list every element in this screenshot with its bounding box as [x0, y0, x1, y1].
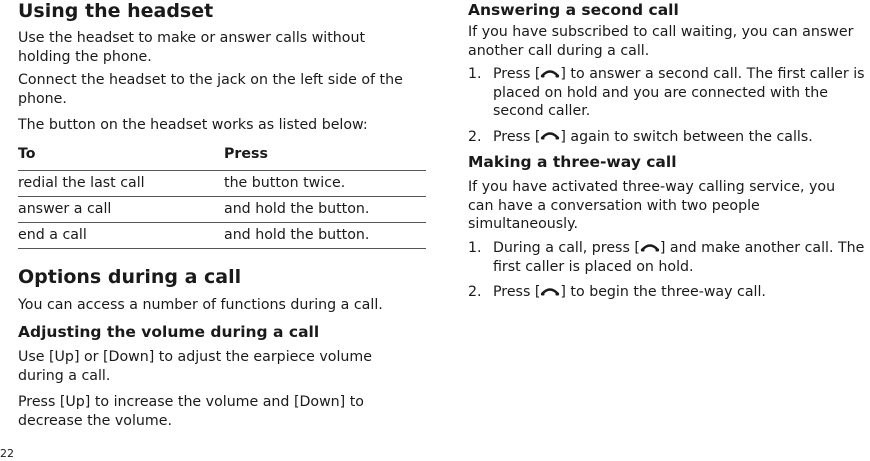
volume-title: Adjusting the volume during a call — [18, 323, 320, 341]
headset-title: Using the headset — [18, 0, 214, 22]
phone-call-key-icon — [540, 68, 560, 79]
headset-paragraph-1: Use the headset to make or answer calls without holding the phone. — [18, 30, 366, 65]
options-title: Options during a call — [18, 266, 242, 288]
table-cell-to: redial the last call — [18, 171, 224, 197]
threeway-steps — [468, 239, 870, 302]
table-cell-press: and hold the button. — [224, 223, 426, 249]
step-number: 2. — [468, 284, 482, 300]
headset-paragraph-2: Connect the headset to the jack on the left side of the phone. — [18, 72, 403, 107]
step-text-before: During a call, press [ — [493, 240, 640, 256]
list-item — [468, 283, 870, 302]
answering-paragraph: If you have subscribed to call waiting, you can answer another call during a call. — [468, 24, 854, 59]
phone-call-key-icon — [540, 130, 560, 141]
phone-call-key-icon — [540, 286, 560, 297]
volume-paragraph-2: Press [Up] to increase the volume and [Down] to decrease the volume. — [18, 394, 364, 429]
answering-title: Answering a second call — [468, 1, 679, 19]
answering-steps — [468, 65, 870, 146]
step-text-after: ] to answer a second call. The first caller is placed on hold and you are connected with the second caller. — [493, 66, 865, 119]
table-cell-press: and hold the button. — [224, 197, 426, 223]
list-item — [468, 239, 870, 276]
headset-button-table — [18, 145, 426, 249]
headset-paragraph-3: The button on the headset works as listed below: — [18, 117, 368, 133]
table-header-row — [18, 145, 426, 171]
table-cell-to: answer a call — [18, 197, 224, 223]
table-row — [18, 197, 426, 223]
step-text-before: Press [ — [493, 284, 541, 300]
step-text-after: ] and make another call. The first caller is placed on hold. — [493, 240, 865, 275]
page-number: 22 — [0, 447, 14, 460]
step-text-after: ] again to switch between the calls. — [560, 128, 813, 145]
threeway-title: Making a three-way call — [468, 153, 677, 171]
options-paragraph: You can access a number of functions during a call. — [18, 297, 383, 313]
table-header-press: Press — [224, 145, 426, 171]
phone-call-key-icon — [640, 242, 660, 253]
step-number: 2. — [468, 128, 482, 145]
threeway-paragraph: If you have activated three-way calling service, you can have a conversation with two people simultaneously. — [468, 179, 836, 232]
step-number: 1. — [468, 66, 482, 82]
volume-paragraph-1: Use [Up] or [Down] to adjust the earpiece volume during a call. — [18, 349, 372, 384]
step-text-before: Press [ — [493, 66, 541, 82]
list-item — [468, 65, 870, 121]
table-header-to: To — [18, 145, 224, 171]
step-number: 1. — [468, 240, 482, 256]
table-cell-to: end a call — [18, 223, 224, 249]
list-item — [468, 128, 870, 147]
step-text-before: Press [ — [493, 128, 541, 145]
step-text-after: ] to begin the three-way call. — [560, 284, 766, 300]
table-row — [18, 171, 426, 197]
table-row — [18, 223, 426, 249]
table-cell-press: the button twice. — [224, 171, 426, 197]
